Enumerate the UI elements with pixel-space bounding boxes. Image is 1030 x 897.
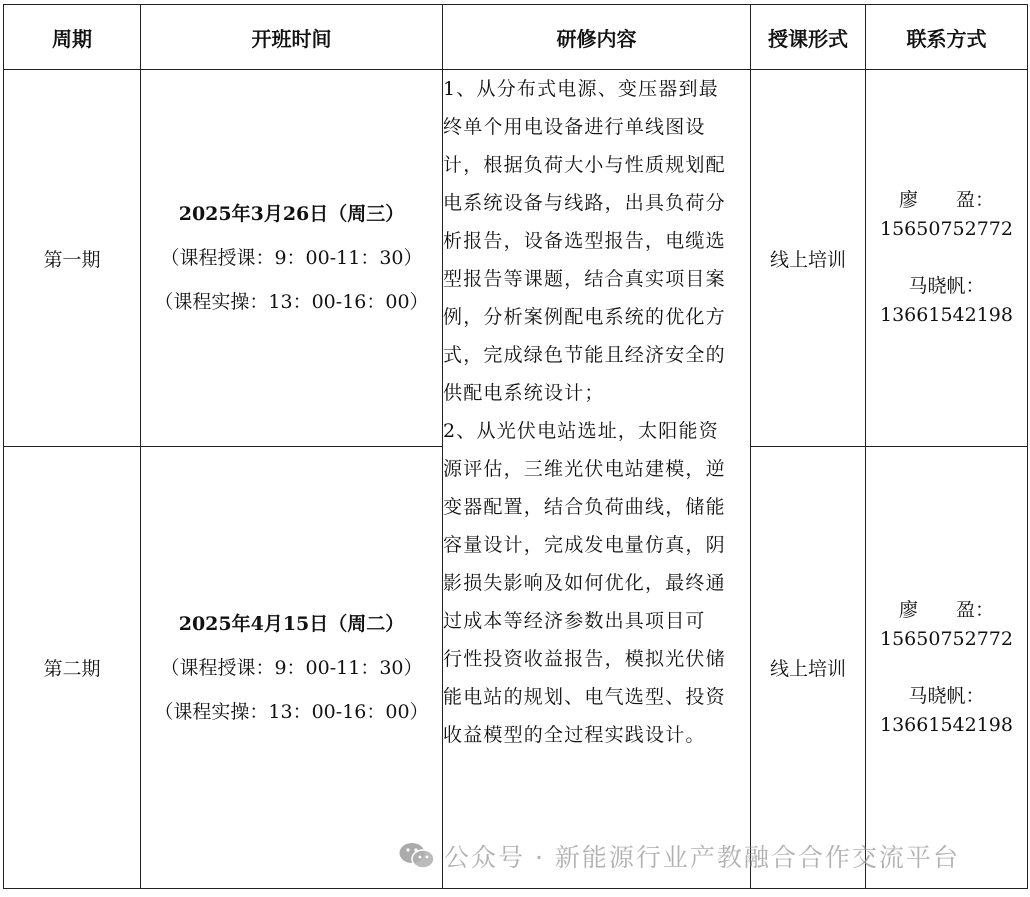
- period-contact: [866, 447, 1028, 889]
- practice-time: （课程实操：13：00-16：00）: [154, 291, 429, 313]
- contact-name: 马晓帆：: [908, 275, 985, 297]
- period-date: 2025年3月26日（周三）: [178, 203, 405, 225]
- content-line: 计，根据负荷大小与性质规划配: [443, 154, 726, 176]
- period-row-1: [4, 70, 1028, 447]
- contact-name: 廖 盈：: [898, 598, 994, 621]
- header-period: 周期: [4, 5, 141, 70]
- contact-phone: 13661542198: [880, 713, 1013, 736]
- contact-phone: 15650752772: [880, 627, 1013, 650]
- wechat-icon: [398, 841, 436, 871]
- content-line: 影损失影响及如何优化，最终通: [443, 572, 726, 594]
- lecture-time: （课程授课：9：00-11：30）: [160, 247, 423, 269]
- period-time: [141, 70, 443, 447]
- content-line: 式，完成绿色节能且经济安全的: [443, 344, 726, 366]
- period-name: 第二期: [4, 447, 141, 889]
- content-line: 变器配置，结合负荷曲线，储能: [443, 496, 726, 518]
- content-line: 供配电系统设计；: [443, 382, 605, 404]
- content-line: 行性投资收益报告，模拟光伏储: [443, 648, 726, 670]
- period-name: 第一期: [4, 70, 141, 447]
- content-line: 能电站的规划、电气选型、投资: [443, 686, 726, 708]
- content-line: 过成本等经济参数出具项目可: [443, 610, 706, 632]
- watermark-text: 公众号 · 新能源行业产教融合合作交流平台: [444, 843, 960, 872]
- content-line: 例，分析案例配电系统的优化方: [443, 306, 726, 328]
- contact-name: 马晓帆：: [908, 684, 985, 707]
- header-row: [4, 5, 1028, 70]
- period-time: [141, 447, 443, 889]
- content-line: 析报告，设备选型报告，电缆选: [443, 230, 726, 252]
- content-line: 收益模型的全过程实践设计。: [443, 724, 706, 746]
- header-format: 授课形式: [751, 5, 866, 70]
- course-content: [443, 70, 751, 889]
- lecture-time: （课程授课：9：00-11：30）: [160, 656, 423, 679]
- period-format: 线上培训: [751, 70, 866, 447]
- contact-name: 廖 盈：: [898, 189, 994, 211]
- header-contact: 联系方式: [866, 5, 1028, 70]
- practice-time: （课程实操：13：00-16：00）: [154, 700, 429, 723]
- training-schedule-table: [3, 4, 1028, 889]
- header-start-time: 开班时间: [141, 5, 443, 70]
- content-line: 1、从分布式电源、变压器到最: [443, 78, 719, 100]
- period-date: 2025年4月15日（周二）: [178, 612, 405, 635]
- content-line: 电系统设备与线路，出具负荷分: [443, 192, 726, 214]
- contact-phone: 15650752772: [880, 218, 1013, 240]
- period-format: 线上培训: [751, 447, 866, 889]
- watermark: [398, 836, 960, 876]
- content-line: 型报告等课题，结合真实项目案: [443, 268, 726, 290]
- header-content: 研修内容: [443, 5, 751, 70]
- content-line: 容量设计，完成发电量仿真，阴: [443, 534, 726, 556]
- content-line: 2、从光伏电站选址，太阳能资: [443, 420, 719, 442]
- contact-phone: 13661542198: [880, 304, 1013, 326]
- period-contact: [866, 70, 1028, 447]
- content-line: 终单个用电设备进行单线图设: [443, 116, 706, 138]
- content-line: 源评估，三维光伏电站建模，逆: [443, 458, 726, 480]
